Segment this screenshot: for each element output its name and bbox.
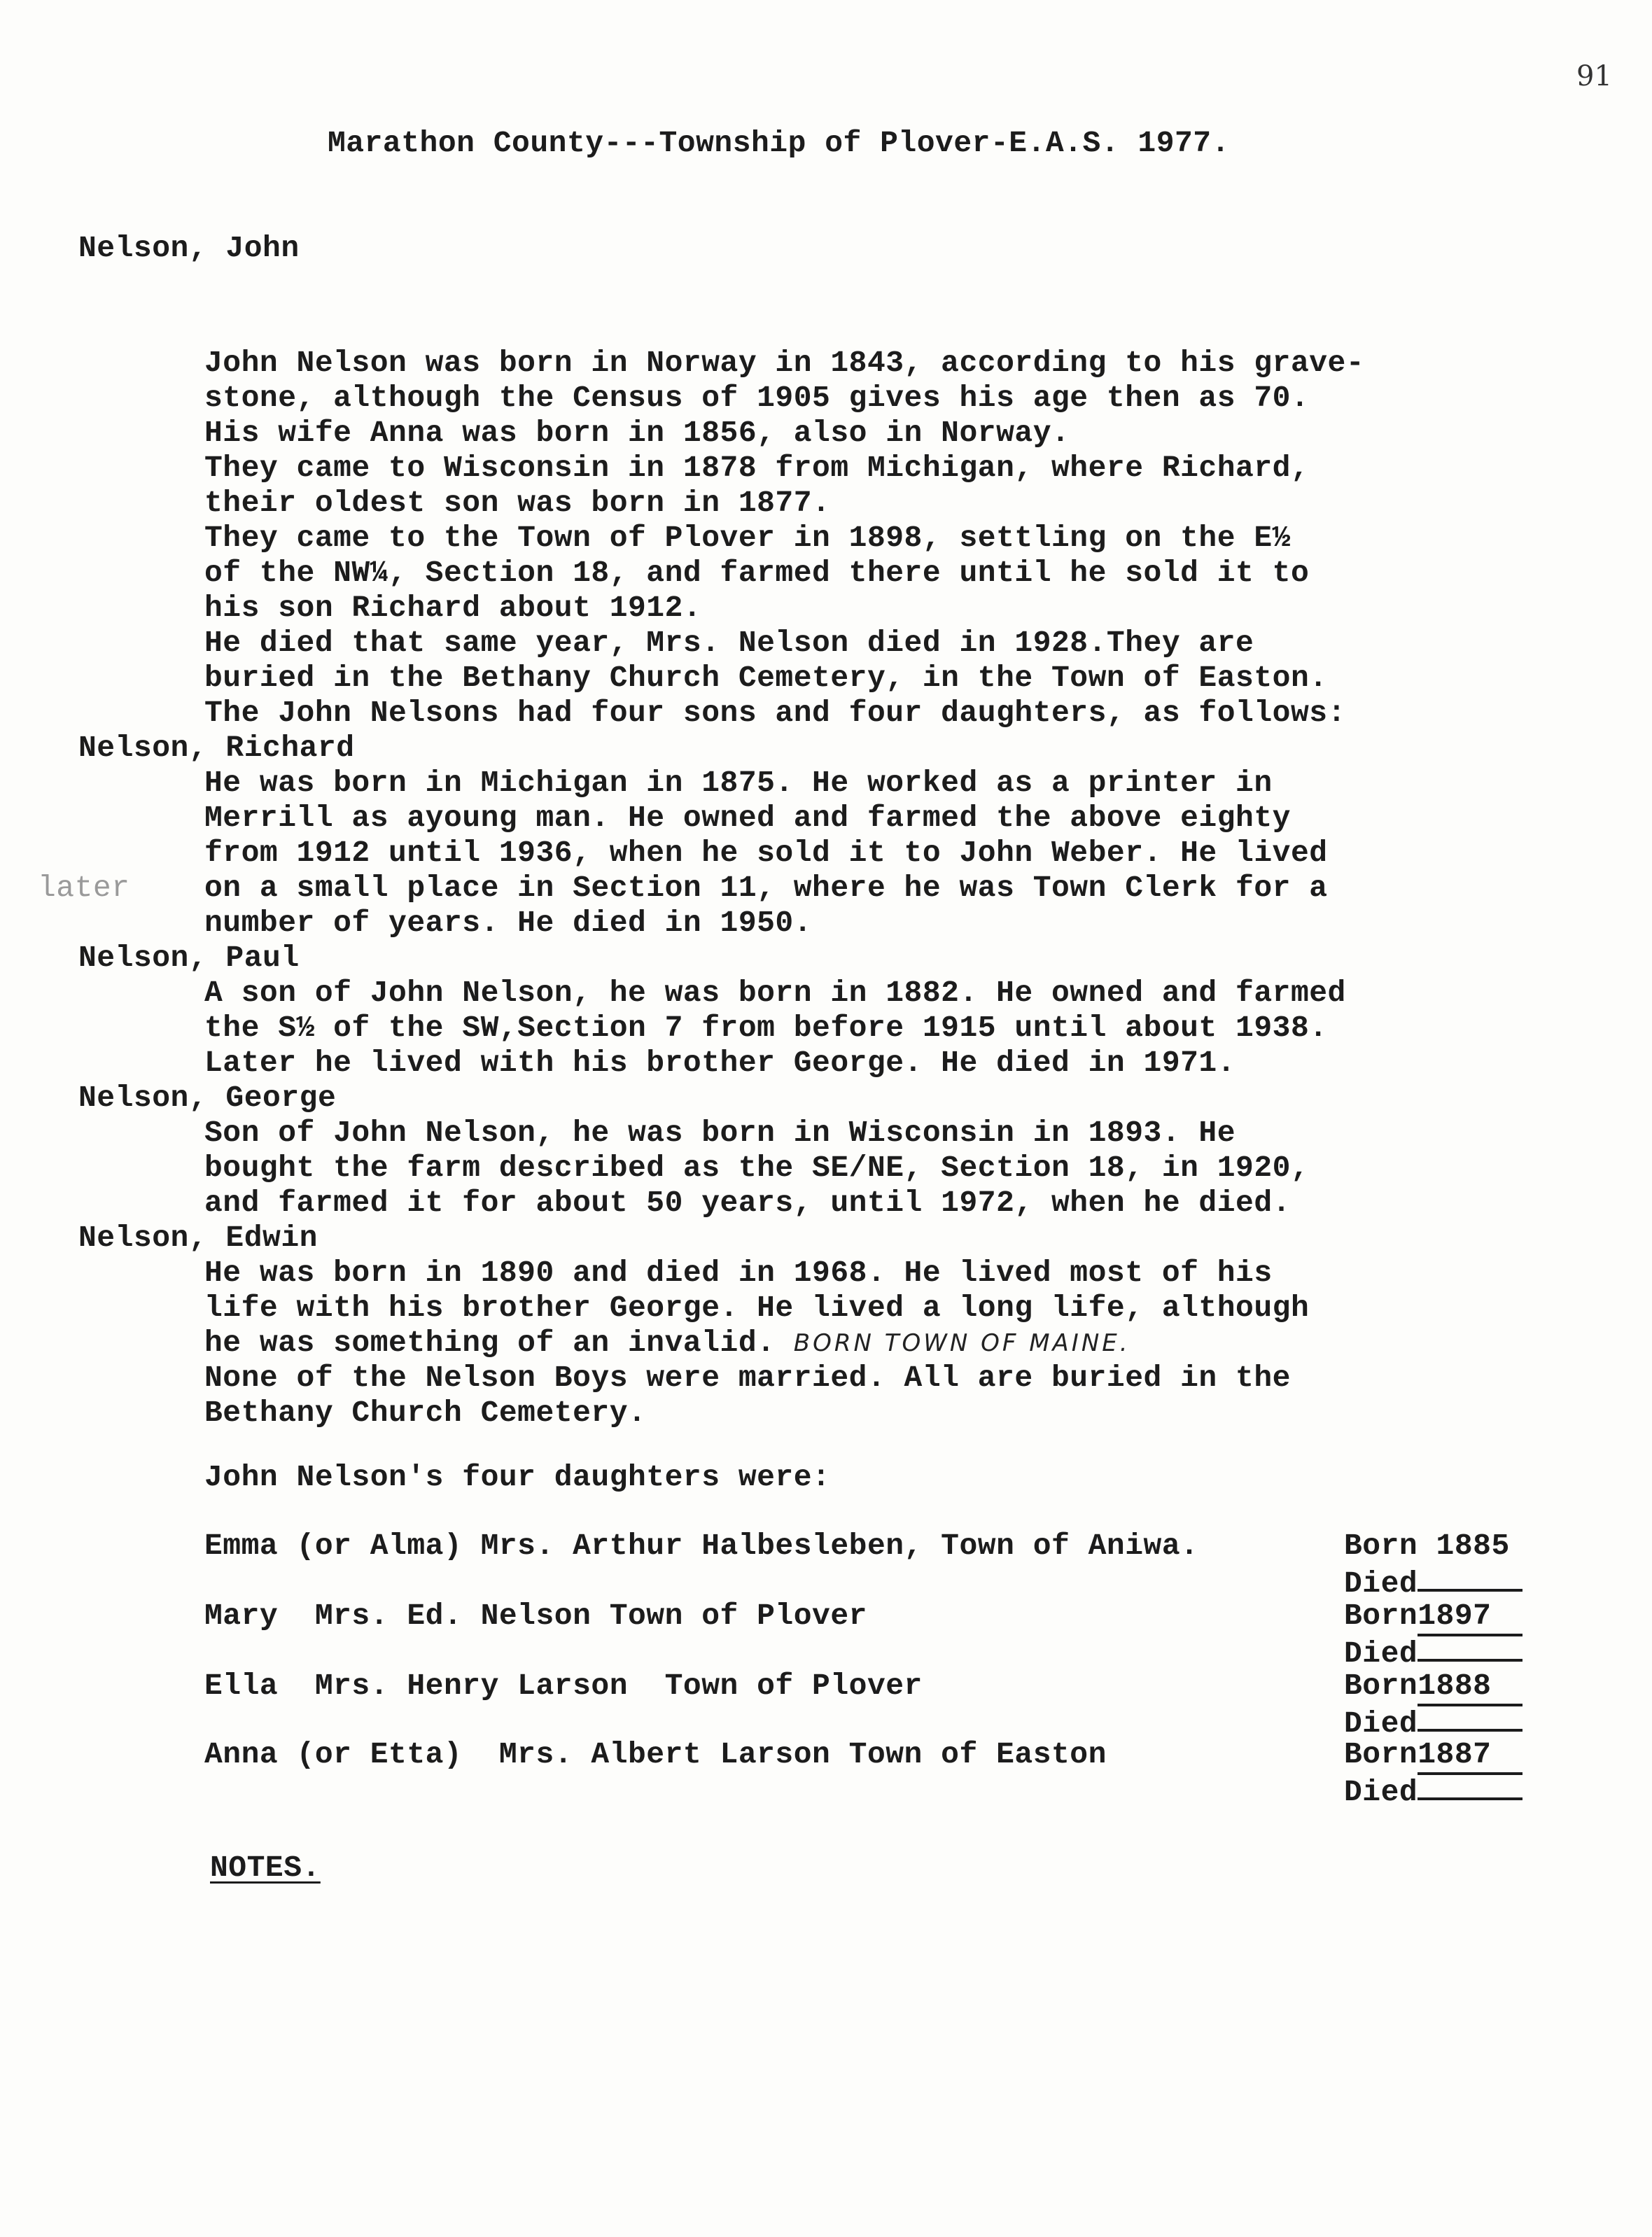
- heading-richard-nelson: Nelson, Richard: [78, 731, 355, 765]
- born-field: [1344, 1529, 1510, 1564]
- born-value: 1885: [1436, 1529, 1510, 1563]
- handwritten-note: BORN TOWN OF MAINE.: [793, 1329, 1130, 1357]
- text-line: John Nelson was born in Norway in 1843, according to his grave-: [204, 346, 1365, 380]
- text-line: A son of John Nelson, he was born in 1882. He owned and farmed: [204, 976, 1346, 1010]
- text-line: Bethany Church Cemetery.: [204, 1396, 647, 1430]
- text-line: his son Richard about 1912.: [204, 591, 702, 625]
- died-blank: [1418, 1562, 1522, 1592]
- text-line: He died that same year, Mrs. Nelson died in 1928.They are: [204, 626, 1254, 660]
- died-field: [1344, 1562, 1522, 1601]
- text-line: His wife Anna was born in 1856, also in Norway.: [204, 416, 1070, 450]
- text-line: The John Nelsons had four sons and four daughters, as follows:: [204, 696, 1346, 730]
- page-title: Marathon County---Township of Plover-E.A.S. 1977.: [328, 126, 1230, 160]
- died-blank: [1418, 1771, 1522, 1800]
- died-field: [1344, 1702, 1522, 1741]
- text-line: their oldest son was born in 1877.: [204, 486, 831, 520]
- text-line: bought the farm described as the SE/NE, Section 18, in 1920,: [204, 1151, 1310, 1185]
- daughter-description: Anna (or Etta) Mrs. Albert Larson Town of Easton: [204, 1737, 1107, 1772]
- text-line: He was born in Michigan in 1875. He worked as a printer in: [204, 766, 1273, 800]
- born-field: [1344, 1599, 1522, 1636]
- text-line: buried in the Bethany Church Cemetery, in the Town of Easton.: [204, 661, 1328, 695]
- died-field: [1344, 1771, 1522, 1810]
- died-label: Died: [1344, 1775, 1418, 1809]
- text-line: of the NW¼, Section 18, and farmed there until he sold it to: [204, 556, 1310, 590]
- daughter-description: Ella Mrs. Henry Larson Town of Plover: [204, 1669, 923, 1703]
- born-value: 1897: [1418, 1599, 1522, 1636]
- daughters-intro: John Nelson's four daughters were:: [204, 1460, 831, 1494]
- born-label: Born: [1344, 1737, 1418, 1772]
- born-label: Born: [1344, 1599, 1418, 1633]
- born-label: Born: [1344, 1529, 1418, 1563]
- text-line: They came to Wisconsin in 1878 from Michigan, where Richard,: [204, 451, 1310, 485]
- born-value: 1887: [1418, 1737, 1522, 1775]
- margin-note: later: [38, 871, 130, 905]
- text-line: He was born in 1890 and died in 1968. He lived most of his: [204, 1256, 1273, 1290]
- daughter-description: Mary Mrs. Ed. Nelson Town of Plover: [204, 1599, 867, 1633]
- born-field: [1344, 1737, 1522, 1775]
- text-line: They came to the Town of Plover in 1898, settling on the E½: [204, 521, 1291, 555]
- born-value: 1888: [1418, 1669, 1522, 1706]
- heading-george-nelson: Nelson, George: [78, 1081, 337, 1115]
- text-line: [204, 1326, 1130, 1361]
- notes-heading: NOTES.: [210, 1851, 321, 1885]
- died-blank: [1418, 1702, 1522, 1732]
- born-label: Born: [1344, 1669, 1418, 1703]
- born-field: [1344, 1669, 1522, 1706]
- died-blank: [1418, 1632, 1522, 1662]
- heading-paul-nelson: Nelson, Paul: [78, 941, 300, 975]
- heading-john-nelson: Nelson, John: [78, 231, 300, 265]
- died-label: Died: [1344, 1706, 1418, 1741]
- died-field: [1344, 1632, 1522, 1671]
- died-label: Died: [1344, 1566, 1418, 1601]
- text-line: the S½ of the SW,Section 7 from before 1915 until about 1938.: [204, 1011, 1328, 1045]
- text-line: on a small place in Section 11, where he was Town Clerk for a: [204, 871, 1328, 905]
- text-line: Merrill as ayoung man. He owned and farmed the above eighty: [204, 801, 1291, 835]
- died-label: Died: [1344, 1636, 1418, 1671]
- text-line: Later he lived with his brother George. He died in 1971.: [204, 1046, 1236, 1080]
- text-line: Son of John Nelson, he was born in Wisconsin in 1893. He: [204, 1116, 1236, 1150]
- daughter-description: Emma (or Alma) Mrs. Arthur Halbesleben, Town of Aniwa.: [204, 1529, 1199, 1563]
- text-line: None of the Nelson Boys were married. All are buried in the: [204, 1361, 1291, 1395]
- typed-text: he was something of an invalid.: [204, 1326, 776, 1360]
- heading-edwin-nelson: Nelson, Edwin: [78, 1221, 318, 1255]
- text-line: life with his brother George. He lived a long life, although: [204, 1291, 1310, 1325]
- page-number: 91: [1576, 60, 1612, 92]
- text-line: stone, although the Census of 1905 gives his age then as 70.: [204, 381, 1310, 415]
- text-line: and farmed it for about 50 years, until 1972, when he died.: [204, 1186, 1291, 1220]
- text-line: number of years. He died in 1950.: [204, 906, 813, 940]
- text-line: from 1912 until 1936, when he sold it to John Weber. He lived: [204, 836, 1328, 870]
